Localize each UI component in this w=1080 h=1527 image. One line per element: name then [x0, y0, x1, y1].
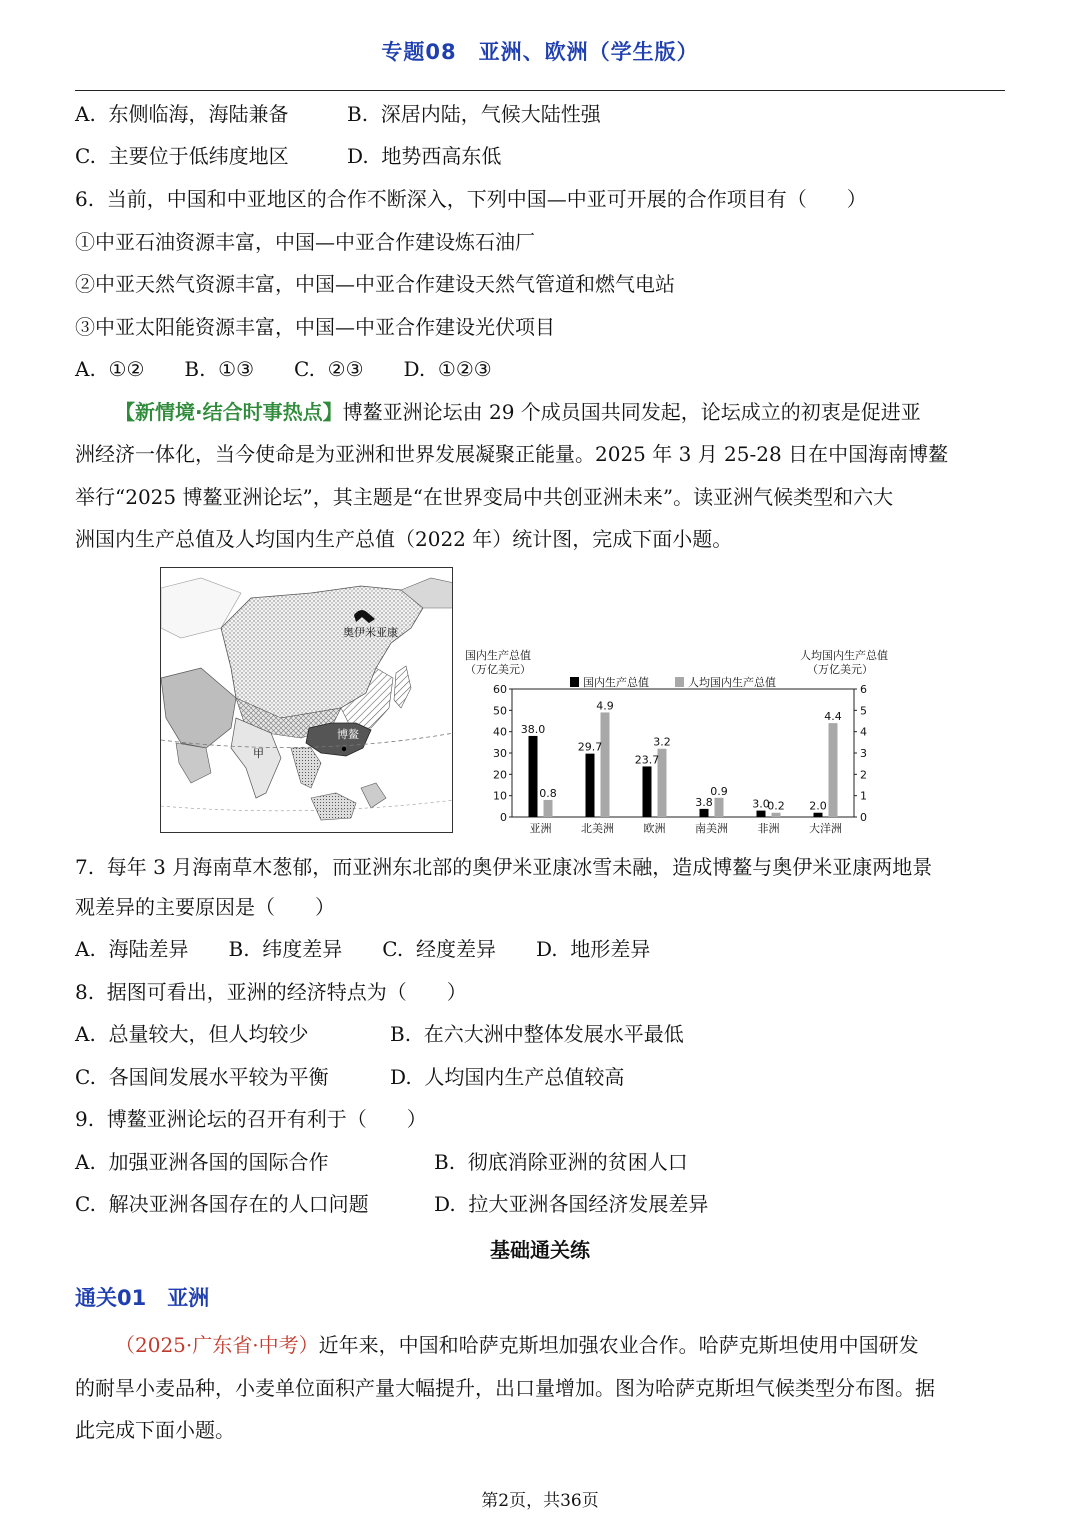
q6-item-3: ③中亚太阳能资源丰富，中国—中亚合作建设光伏项目 — [75, 315, 555, 339]
y-left-label-1: 国内生产总值 — [465, 649, 531, 662]
q5-option-c: C. 主要位于低纬度地区 — [75, 144, 289, 168]
y-right-label-2: （万亿美元） — [807, 663, 873, 676]
gdp-chart — [462, 645, 922, 840]
y-right-tick-label: 1 — [860, 789, 867, 803]
q10-source-tag: （2025·广东省·中考） — [115, 1333, 319, 1357]
q9-option-a: A. 加强亚洲各国的国际合作 — [75, 1150, 329, 1174]
label-boao: 博鳌 — [337, 728, 359, 741]
q10-context-line-2: 的耐旱小麦品种，小麦单位面积产量大幅提升，出口量增加。图为哈萨克斯坦气候类型分布图。据 — [75, 1376, 935, 1400]
southeast-asia-peninsula — [291, 748, 321, 788]
label-oymyakon: 奥伊米亚康 — [343, 626, 398, 639]
bar-gdp — [814, 813, 823, 817]
equator-line — [161, 800, 453, 811]
q6-item-1: ①中亚石油资源丰富，中国—中亚合作建设炼石油厂 — [75, 230, 535, 254]
japan-islands — [394, 666, 411, 708]
bar-gdp-label: 29.7 — [577, 740, 603, 754]
bar-per-capita — [715, 798, 724, 817]
q8-option-c: C. 各国间发展水平较为平衡 — [75, 1065, 329, 1089]
legend-gdp-swatch — [570, 677, 579, 687]
sub-section-title: 通关01 亚洲 — [75, 1286, 210, 1310]
q8-option-a: A. 总量较大，但人均较少 — [75, 1022, 309, 1046]
y-left-tick-label: 20 — [493, 768, 507, 782]
bar-gdp-label: 23.7 — [634, 753, 660, 767]
y-right-label-1: 人均国内生产总值 — [800, 649, 888, 662]
bar-per-capita-label: 0.9 — [710, 784, 728, 798]
bar-per-capita-label: 4.9 — [596, 699, 614, 713]
y-right-tick-label: 2 — [860, 768, 867, 782]
q8-option-b: B. 在六大洲中整体发展水平最低 — [390, 1022, 684, 1046]
philippines-islands — [361, 783, 386, 808]
context-line-4: 洲国内生产总值及人均国内生产总值（2022 年）统计图，完成下面小题。 — [75, 527, 733, 551]
asia-map-svg — [161, 568, 453, 833]
x-category-label: 南美洲 — [695, 822, 728, 835]
bar-per-capita — [829, 723, 838, 817]
q8-stem: 8. 据图可看出，亚洲的经济特点为（ ） — [75, 980, 467, 1004]
q6-options: A. ①② B. ①③ C. ②③ D. ①②③ — [75, 357, 492, 381]
y-left-tick-label: 60 — [493, 683, 507, 696]
bar-gdp — [757, 811, 766, 817]
context-line-3: 举行“2025 博鳌亚洲论坛”，其主题是“在世界变局中共创亚洲未来”。读亚洲气候类型和六大 — [75, 485, 894, 509]
page-footer: 第2页，共36页 — [481, 1491, 599, 1511]
q6-item-2: ②中亚天然气资源丰富，中国—中亚合作建设天然气管道和燃气电站 — [75, 272, 675, 296]
bar-gdp — [586, 754, 595, 817]
x-category-label: 欧洲 — [643, 822, 666, 835]
y-left-tick-label: 50 — [493, 704, 507, 718]
header-divider — [75, 90, 1005, 91]
bar-per-capita — [544, 800, 553, 817]
q10-context-text-1: 近年来，中国和哈萨克斯坦加强农业合作。哈萨克斯坦使用中国研发 — [318, 1333, 919, 1357]
boao-marker — [342, 747, 346, 751]
y-left-tick-label: 40 — [493, 725, 507, 739]
q5-option-b: B. 深居内陆，气候大陆性强 — [347, 102, 601, 126]
bar-gdp — [643, 766, 652, 817]
southeast-asia-islands — [311, 793, 356, 820]
q10-context-line-1 — [115, 1330, 919, 1360]
gdp-chart-svg — [462, 645, 922, 840]
bar-gdp-label: 2.0 — [809, 799, 827, 813]
y-left-tick-label: 30 — [493, 747, 507, 760]
q5-option-d: D. 地势西高东低 — [347, 144, 502, 168]
q7-stem-1: 7. 每年 3 月海南草木葱郁，而亚洲东北部的奥伊米亚康冰雪未融，造成博鳌与奥伊米亚康两地景 — [75, 855, 933, 879]
context-line-2: 洲经济一体化，当今使命是为亚洲和世界发展凝聚正能量。2025 年 3 月 25-28 日在中国海南博鳌 — [75, 442, 949, 466]
q9-option-d: D. 拉大亚洲各国经济发展差异 — [434, 1192, 709, 1216]
q7-options: A. 海陆差异 B. 纬度差异 C. 经度差异 D. 地形差异 — [75, 937, 651, 961]
page-title: 专题08 亚洲、欧洲（学生版） — [381, 40, 699, 64]
context-line-1 — [115, 397, 921, 427]
x-category-label: 非洲 — [757, 822, 780, 835]
y-right-tick-label: 5 — [860, 704, 867, 718]
siberia-region — [221, 586, 423, 718]
q9-option-b: B. 彻底消除亚洲的贫困人口 — [434, 1150, 688, 1174]
q6-stem: 6. 当前，中国和中亚地区的合作不断深入，下列中国—中亚可开展的合作项目有（ ） — [75, 187, 867, 211]
bar-per-capita — [601, 712, 610, 817]
arabian-peninsula — [176, 743, 211, 783]
q7-stem-2: 观差异的主要原因是（ ） — [75, 895, 335, 919]
bar-per-capita-label: 4.4 — [824, 710, 842, 724]
bar-gdp-label: 3.0 — [752, 797, 770, 811]
y-right-tick-label: 3 — [860, 747, 867, 760]
context-tag: 【新情境·结合时事热点】 — [115, 400, 343, 424]
q9-option-c: C. 解决亚洲各国存在的人口问题 — [75, 1192, 369, 1216]
x-category-label: 亚洲 — [529, 822, 552, 835]
x-category-label: 大洋洲 — [809, 822, 842, 835]
bar-per-capita-label: 0.2 — [767, 799, 785, 813]
bar-per-capita — [772, 813, 781, 817]
legend-per-capita-swatch — [675, 677, 684, 687]
y-right-tick-label: 0 — [860, 811, 867, 824]
x-category-label: 北美洲 — [581, 822, 614, 835]
q10-context-line-3: 此完成下面小题。 — [75, 1418, 235, 1442]
q8-option-d: D. 人均国内生产总值较高 — [390, 1065, 625, 1089]
legend-gdp-label: 国内生产总值 — [583, 676, 649, 689]
q5-option-a: A. 东侧临海，海陆兼备 — [75, 102, 289, 126]
context-text-1: 博鳌亚洲论坛由 29 个成员国共同发起，论坛成立的初衷是促进亚 — [342, 400, 921, 424]
bar-per-capita-label: 0.8 — [539, 786, 557, 800]
bar-gdp — [700, 809, 709, 817]
y-left-label-2: （万亿美元） — [465, 663, 531, 676]
y-left-tick-label: 0 — [500, 811, 507, 824]
bar-per-capita-label: 3.2 — [653, 735, 671, 749]
y-right-tick-label: 6 — [860, 683, 867, 696]
bar-gdp-label: 3.8 — [695, 795, 713, 809]
bar-gdp — [529, 736, 538, 817]
y-left-tick-label: 10 — [493, 789, 507, 803]
q9-stem: 9. 博鳌亚洲论坛的召开有利于（ ） — [75, 1107, 427, 1131]
asia-climate-map — [160, 567, 453, 833]
section-title: 基础通关练 — [490, 1238, 590, 1262]
legend-per-capita-label: 人均国内生产总值 — [688, 676, 776, 689]
bar-gdp-label: 38.0 — [520, 722, 546, 736]
y-right-tick-label: 4 — [860, 725, 867, 739]
west-asia-region — [161, 668, 236, 748]
label-jia: 甲 — [253, 747, 264, 760]
